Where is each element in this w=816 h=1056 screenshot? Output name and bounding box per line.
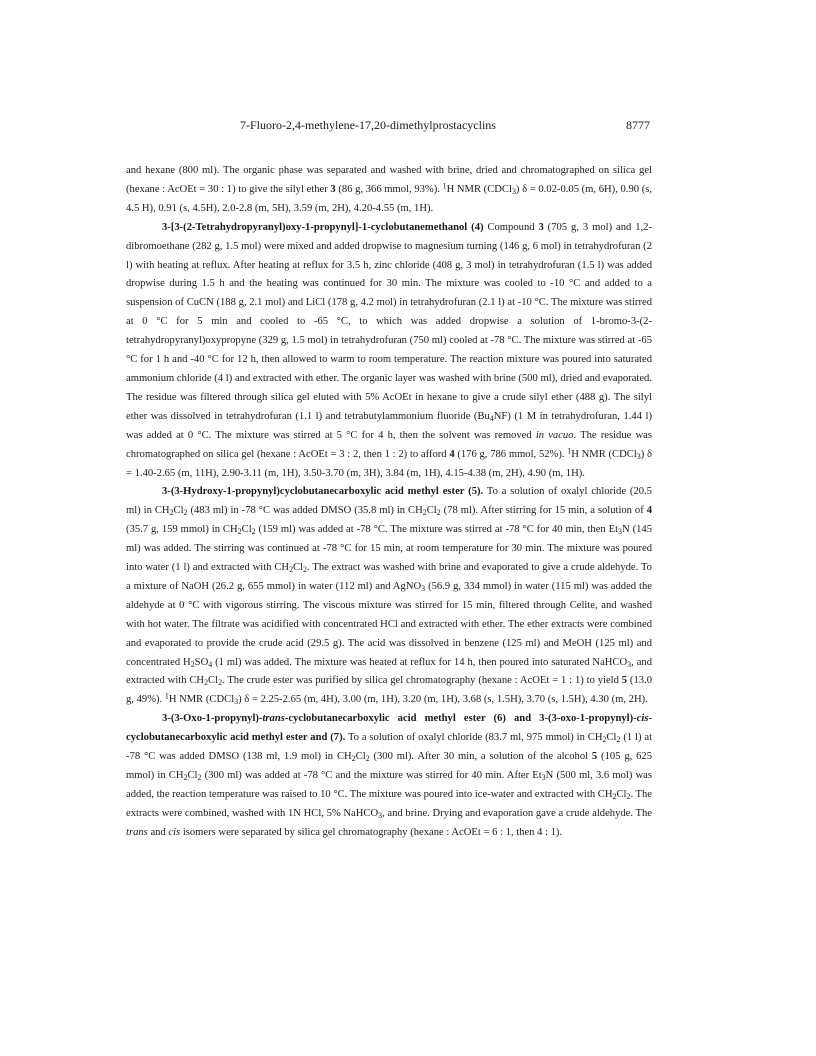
compound-heading: -cyclobutanecarboxylic acid methyl ester and (7). — [126, 713, 652, 744]
text-run: (300 ml) was added at -78 °C and the mixture was stirred for 40 min. After Et — [201, 770, 542, 781]
paragraph — [126, 710, 652, 842]
text-run: (78 ml). After stirring for 15 min, a solution of — [440, 505, 647, 517]
text-run: (105 g, 625 mmol) in CH — [126, 751, 652, 781]
compound-heading: -cyclobutanecarboxylic acid methyl ester (6) and 3-(3-oxo-1-propynyl)- — [284, 713, 637, 725]
compound-heading: 3-[3-(2-Tetrahydropyranyl)oxy-1-propynyl]-1-cyclobutanemethanol (4) — [162, 221, 484, 233]
italic-text: cis — [168, 826, 181, 838]
text-run: ) δ = 1.40-2.65 (m, 11H), 2.90-3.11 (m, 1H), 3.50-3.70 (m, 3H), 3.84 (m, 1H), 4.15-4.38 (m, 2H), 4.90 (m, 1H). — [126, 448, 653, 479]
subscript: 2 — [626, 791, 631, 801]
subscript: 2 — [183, 772, 188, 782]
compound-number: 4 — [646, 505, 652, 517]
subscript: 2 — [190, 659, 195, 669]
text-run: ) δ = 2.25-2.65 (m, 4H), 3.00 (m, 1H), 3.20 (m, 1H), 3.68 (s, 1.5H), 3.70 (s, 1.5H), 4.30 (m, 2H). — [238, 694, 648, 706]
text-run: (35.7 g, 159 mmol) in CH — [126, 524, 238, 536]
compound-heading: 3-(3-Oxo-1-propynyl)- — [162, 713, 263, 725]
text-run: and hexane (800 ml). The organic phase was separated and washed with brine, dried and chromatographed on silica gel (hexane : AcOEt = 30 : 1) to give the silyl ether — [126, 165, 652, 195]
text-run: Cl — [426, 505, 437, 517]
text-run: H NMR (CDCl — [168, 694, 235, 706]
running-title: 7-Fluoro-2,4-methylene-17,20-dimethylprostacyclins — [240, 118, 496, 132]
text-run: Cl — [606, 732, 617, 744]
subscript: 2 — [422, 508, 427, 518]
text-run: Cl — [355, 751, 366, 763]
text-run: (56.9 g, 334 mmol) in water (115 ml) was added the aldehyde at 0 °C with vigorous stirring. The viscous mixture was stirred for 15 min, filtered through Celite, and washed with hot water. The filtrate was acidified with concentrated HCl and extracted with ether. The ether extracts were combined and evaporated to provide the crude acid (29.5 g). The acid was dissolved in benzene (125 ml) and MeOH (125 ml) and concentrated H — [126, 580, 652, 668]
subscript: 2 — [204, 678, 209, 688]
text-run: isomers were separated by silica gel chromatography (hexane : AcOEt = 6 : 1, then 4 : 1). — [180, 826, 563, 838]
text-run: (300 ml). After 30 min, a solution of the alcohol — [369, 751, 592, 763]
text-run: ) δ = 0.02-0.05 (m, 6H), 0.90 (s, 4.5 H), 0.91 (s, 4.5H), 2.0-2.8 (m, 5H), 3.59 (m, 2H), 4.20-4.55 (m, 1H). — [126, 183, 653, 214]
text-run: and — [147, 826, 169, 838]
text-run: (159 ml) was added at -78 °C. The mixture was stirred at -78 °C for 40 min, then Et — [255, 524, 619, 536]
text-run: , and extracted with CH — [126, 656, 652, 687]
subscript: 2 — [303, 565, 308, 575]
text-run: Compound — [483, 221, 539, 233]
italic-text: in vacuo — [535, 429, 574, 441]
paragraph-continuation — [126, 162, 652, 219]
subscript: 2 — [602, 735, 607, 745]
text-run: N (500 ml, 3.6 mol) was added, the reaction temperature was raised to 10 °C. The mixture was poured into ice-water and extracted with CH — [126, 770, 652, 800]
text-run: Cl — [241, 524, 252, 536]
subscript: 2 — [612, 791, 617, 801]
text-run: NF) (1 M in tetrahydrofuran, 1.44 l) was added at 0 °C. The mixture was stirred at 5 °C for 4 h, then the solvent was removed — [126, 410, 652, 441]
superscript: 1 — [164, 691, 169, 701]
subscript: 4 — [489, 413, 494, 423]
subscript: 3 — [627, 659, 632, 669]
text-run: . The crude ester was purified by silica gel chromatography (hexane : AcOEt = 1 : 1) to yield — [222, 675, 622, 687]
body-text — [126, 162, 652, 843]
text-run: Cl — [293, 562, 304, 574]
subscript: 2 — [197, 772, 202, 782]
superscript: 1 — [567, 446, 572, 456]
text-run: . The extracts were combined, washed with 1N HCl, 5% NaHCO — [126, 788, 653, 819]
text-run: . The residue was chromatographed on silica gel (hexane : AcOEt = 3 : 2, then 1 : 2) to afford — [126, 429, 652, 460]
paragraph — [126, 483, 652, 710]
subscript: 2 — [289, 565, 294, 575]
compound-number: 5 — [591, 751, 598, 763]
subscript: 2 — [365, 754, 370, 764]
text-run: . The extract was washed with brine and evaporated to give a crude aldehyde. To a mixture of NaOH (26.2 g, 655 mmol) in water (112 ml) and AgNO — [126, 562, 652, 592]
compound-heading: trans — [262, 713, 285, 725]
subscript: 2 — [436, 508, 441, 518]
text-run: Cl — [173, 505, 184, 517]
compound-number: 4 — [449, 448, 455, 460]
text-run: (705 g, 3 mol) and 1,2-dibromoethane (282 g, 1.5 mol) were mixed and added dropwise to magnesium turning (146 g, 6 mol) in tetrahydrofuran (2 l) with heating at reflux. After heating at reflux for 3.5 h, zinc chloride (408 g, 3 mol) in tetrahydrofuran (1.5 l) was added dropwise during 1.5 h and the heating was continued for 30 min. The mixture was cooled to -10 °C and added to a suspension of CuCN (188 g, 2.1 mol) and LiCl (178 g, 4.2 mol) in tetrahydrofuran (2.1 l) at -10 °C. The mixture was stirred at 0 °C for 5 min and cooled to -65 °C, to which was added dropwise a solution of 1-bromo-3-(2-tetrahydropyranyl)oxypropyne (329 g, 1.5 mol) in tetrahydrofuran (750 ml) cooled at -78 °C. The mixture was stirred at -65 °C for 1 h and -40 °C for 12 h, then allowed to warm to room temperature. The reaction mixture was poured into saturated ammonium chloride (4 l) and extracted with ether. The organic layer was washed with brine (500 ml), dried and evaporated. The residue was filtered through silica gel eluted with 5% AcOEt in hexane to give a crude silyl ether (488 g). The silyl ether was dissolved in tetrahydrofuran (1.1 l) and tetrabutylammonium fluoride (Bu — [126, 221, 653, 422]
subscript: 3 — [511, 186, 516, 196]
compound-number: 5 — [621, 675, 628, 687]
subscript: 2 — [237, 527, 242, 537]
paragraph — [126, 219, 652, 484]
italic-text: trans — [126, 826, 148, 838]
text-run: N (145 ml) was added. The stirring was continued at -78 °C for 15 min, at room temperature for 30 min. The mixture was poured into water (1 l) and extracted with CH — [126, 524, 652, 574]
text-run: (1 ml) was added. The mixture was heated at reflux for 14 h, then poured into saturated NaHCO — [212, 656, 628, 668]
compound-heading: 3-(3-Hydroxy-1-propynyl)cyclobutanecarboxylic acid methyl ester (5). — [162, 486, 484, 498]
text-run: Cl — [208, 675, 219, 687]
subscript: 3 — [541, 772, 546, 782]
text-run: (13.0 g, 49%). — [126, 675, 652, 706]
subscript: 3 — [618, 527, 623, 537]
subscript: 3 — [421, 583, 426, 593]
text-run: (1 l) at -78 °C was added DMSO (138 ml, 1.9 mol) in CH — [126, 732, 653, 763]
subscript: 2 — [183, 508, 188, 518]
text-run: (483 ml) in -78 °C was added DMSO (35.8 ml) in CH — [187, 505, 423, 517]
subscript: 2 — [616, 735, 621, 745]
text-run: Cl — [616, 788, 627, 800]
text-run: Cl — [187, 770, 198, 781]
text-run: (86 g, 366 mmol, 93%). — [335, 183, 443, 195]
running-header — [0, 118, 816, 138]
subscript: 3 — [234, 697, 239, 707]
compound-number: 3 — [330, 183, 336, 195]
subscript: 3 — [636, 451, 641, 461]
compound-number: 3 — [538, 221, 544, 233]
subscript: 2 — [169, 508, 174, 518]
superscript: 1 — [442, 181, 447, 191]
subscript: 3 — [378, 810, 383, 820]
subscript: 2 — [351, 754, 356, 764]
text-run: , and brine. Drying and evaporation gave a crude aldehyde. The — [382, 807, 652, 819]
subscript: 2 — [218, 678, 223, 688]
text-run: To a solution of oxalyl chloride (83.7 ml, 975 mmol) in CH — [345, 732, 603, 744]
subscript: 4 — [208, 659, 213, 669]
page-number: 8777 — [626, 118, 650, 132]
text-run: (176 g, 786 mmol, 52%). — [454, 448, 568, 460]
text-run: H NMR (CDCl — [571, 448, 637, 460]
text-run: To a solution of oxalyl chloride (20.5 ml) in CH — [126, 486, 652, 517]
text-run: H NMR (CDCl — [446, 183, 512, 195]
compound-number: cis — [636, 713, 649, 725]
text-run: SO — [194, 656, 209, 668]
subscript: 2 — [251, 527, 256, 537]
